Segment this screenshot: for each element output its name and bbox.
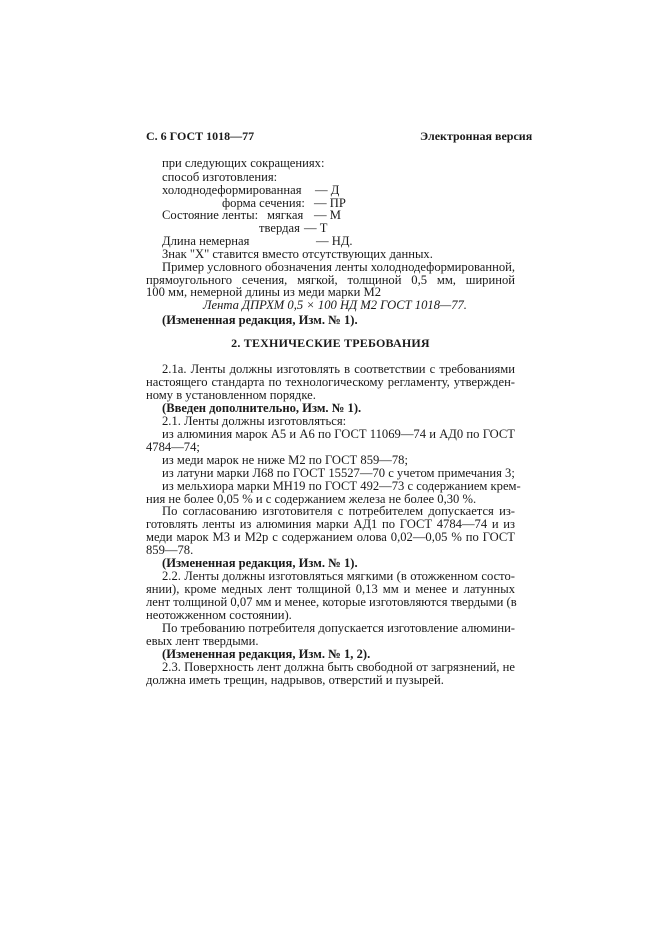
- abbrev-soft-code: — М: [314, 208, 341, 222]
- example-line-2: прямоугольного сечения, мягкой, толщиной 0,5 мм, шириной: [146, 273, 515, 287]
- abbrev-soft: мягкая: [267, 208, 304, 222]
- abbrev-hard-code: — Т: [304, 221, 328, 235]
- p21-line-2: из алюминия марок А5 и А6 по ГОСТ 11069—74 и АД0 по ГОСТ: [162, 427, 515, 441]
- p21-line-8: По согласованию изготовителя с потребителем допускается из-: [162, 504, 515, 518]
- p21-line-9: готовлять ленты из алюминия марки АД1 по ГОСТ 4784—74 и из: [146, 517, 515, 531]
- p21-line-3: 4784—74;: [146, 440, 200, 454]
- abbrev-length-code: — НД.: [316, 234, 353, 248]
- p21-line-1: 2.1. Ленты должны изготовляться:: [162, 414, 347, 428]
- p23-line-1: 2.3. Поверхность лент должна быть свободной от загрязнений, не: [162, 660, 515, 674]
- abbrev-state-label: Состояние ленты:: [162, 208, 259, 222]
- abbrev-intro: при следующих сокращениях:: [162, 156, 325, 170]
- p21-line-4: из меди марок не ниже М2 по ГОСТ 859—78;: [162, 453, 408, 467]
- p22-line-1: 2.2. Ленты должны изготовляться мягкими (в отожженном состо-: [162, 569, 515, 583]
- p23-line-2: должна иметь трещин, надрывов, отверстий и пузырей.: [146, 673, 444, 687]
- example-line-1: Пример условного обозначения ленты холоднодеформированной,: [162, 260, 516, 274]
- amendment-note: (Измененная редакция, Изм. № 1).: [162, 313, 358, 327]
- p21a-line-2: настоящего стандарта по технологическому регламенту, утвержден-: [146, 375, 515, 389]
- abbrev-hard: твердая: [259, 221, 300, 235]
- p21a-line-3: ному в установленном порядке.: [146, 388, 316, 402]
- abbrev-length-label: Длина немерная: [162, 234, 250, 248]
- p21a-line-1: 2.1а. Ленты должны изготовлять в соответствии с требованиями: [162, 362, 515, 376]
- section-title: 2. ТЕХНИЧЕСКИЕ ТРЕБОВАНИЯ: [231, 336, 430, 350]
- page-header-right: Электронная версия: [420, 129, 533, 143]
- abbrev-cold-deformed-code: — Д: [315, 183, 340, 197]
- abbrev-cold-deformed: холоднодеформированная: [162, 183, 302, 197]
- p22-line-2: янии), кроме медных лент толщиной 0,13 мм и менее и латунных: [146, 582, 515, 596]
- p22-line-6: евых лент твердыми.: [146, 634, 259, 648]
- p21-line-10: меди марок М3 и М2р с содержанием олова 0,02—0,05 % по ГОСТ: [146, 530, 515, 544]
- example-line-3: 100 мм, немерной длины из меди марки М2: [146, 285, 381, 299]
- p21-line-6: из мельхиора марки МН19 по ГОСТ 492—73 с содержанием крем-: [162, 479, 521, 493]
- abbrev-section-form: форма сечения:: [222, 196, 305, 210]
- amendment-note: (Измененная редакция, Изм. № 1, 2).: [162, 647, 371, 661]
- p21-line-5: из латуни марки Л68 по ГОСТ 15527—70 с учетом примечания 3;: [162, 466, 515, 480]
- p22-line-3: лент толщиной 0,07 мм и менее, которые изготовляются твердыми (в: [146, 595, 517, 609]
- introduced-note: (Введен дополнительно, Изм. № 1).: [162, 401, 362, 415]
- p21-line-7: ния не более 0,05 % и с содержанием железа не более 0,30 %.: [146, 492, 477, 506]
- page-header-left: С. 6 ГОСТ 1018—77: [146, 129, 255, 143]
- p22-line-5: По требованию потребителя допускается изготовление алюмини-: [162, 621, 515, 635]
- abbrev-section-form-code: — ПР: [314, 196, 346, 210]
- abbrev-x-note: Знак "Х" ставится вместо отсутствующих данных.: [162, 247, 433, 261]
- amendment-note: (Измененная редакция, Изм. № 1).: [162, 556, 358, 570]
- abbrev-method-label: способ изготовления:: [162, 170, 278, 184]
- p22-line-4: неотожженном состоянии).: [146, 608, 292, 622]
- example-designation: Лента ДПРХМ 0,5 × 100 НД М2 ГОСТ 1018—77.: [203, 298, 467, 312]
- p21-line-11: 859—78.: [146, 543, 194, 557]
